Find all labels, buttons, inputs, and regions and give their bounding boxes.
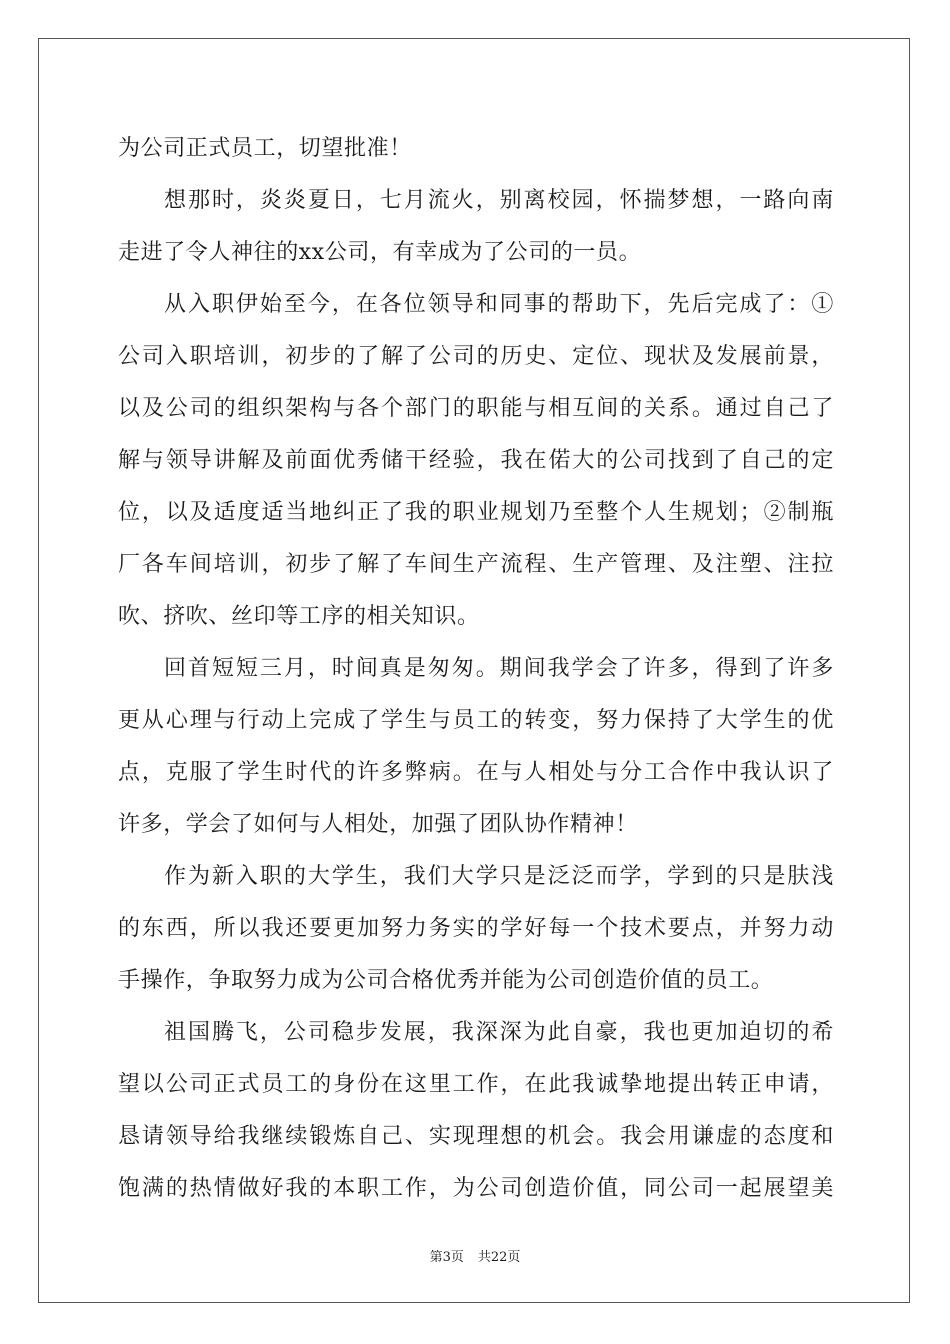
page-total: 共22页 xyxy=(477,1250,521,1265)
text-line: 吹、挤吹、丝印等工序的相关知识。 xyxy=(118,604,480,629)
text-line: 解与领导讲解及前面优秀储干经验，我在偌大的公司找到了自己的定 xyxy=(118,448,834,473)
text-line: 恳请领导给我继续锻炼自己、实现理想的机会。我会用谦虚的态度和 xyxy=(118,1124,834,1149)
text-line: 位，以及适度适当地纠正了我的职业规划乃至整个人生规划；②制瓶 xyxy=(118,500,834,525)
text-line: 饱满的热情做好我的本职工作，为公司创造价值，同公司一起展望美 xyxy=(118,1176,834,1201)
text-line: 手操作，争取努力成为公司合格优秀并能为公司创造价值的员工。 xyxy=(118,968,774,993)
page-footer xyxy=(0,1246,950,1265)
document-body xyxy=(118,123,834,1215)
text-line: 更从心理与行动上完成了学生与员工的转变，努力保持了大学生的优 xyxy=(118,708,834,733)
paragraph-first-line: 想那时，炎炎夏日，七月流火，别离校园，怀揣梦想，一路向南 xyxy=(164,188,834,213)
text-line: 厂各车间培训，初步了解了车间生产流程、生产管理、及注塑、注拉 xyxy=(118,552,834,577)
text-line: 许多，学会了如何与人相处，加强了团队协作精神！ xyxy=(118,812,638,837)
paragraph-first-line: 祖国腾飞，公司稳步发展，我深深为此自豪，我也更加迫切的希 xyxy=(164,1020,834,1045)
page-number: 第3页 xyxy=(429,1250,464,1265)
text-line: 以及公司的组织架构与各个部门的职能与相互间的关系。通过自己了 xyxy=(118,396,834,421)
paragraph-first-line: 作为新入职的大学生，我们大学只是泛泛而学，学到的只是肤浅 xyxy=(164,864,834,889)
paragraph-first-line: 回首短短三月，时间真是匆匆。期间我学会了许多，得到了许多 xyxy=(164,656,834,681)
text-line: 公司入职培训，初步的了解了公司的历史、定位、现状及发展前景， xyxy=(118,344,834,369)
text-line: 走进了令人神往的xx公司，有幸成为了公司的一员。 xyxy=(118,240,642,265)
paragraph-first-line: 从入职伊始至今，在各位领导和同事的帮助下，先后完成了：① xyxy=(164,292,834,317)
text-line: 望以公司正式员工的身份在这里工作，在此我诚挚地提出转正申请， xyxy=(118,1072,834,1097)
text-line: 为公司正式员工，切望批准！ xyxy=(118,136,412,161)
text-line: 的东西，所以我还要更加努力务实的学好每一个技术要点，并努力动 xyxy=(118,916,834,941)
text-line: 点，克服了学生时代的许多弊病。在与人相处与分工合作中我认识了 xyxy=(118,760,834,785)
